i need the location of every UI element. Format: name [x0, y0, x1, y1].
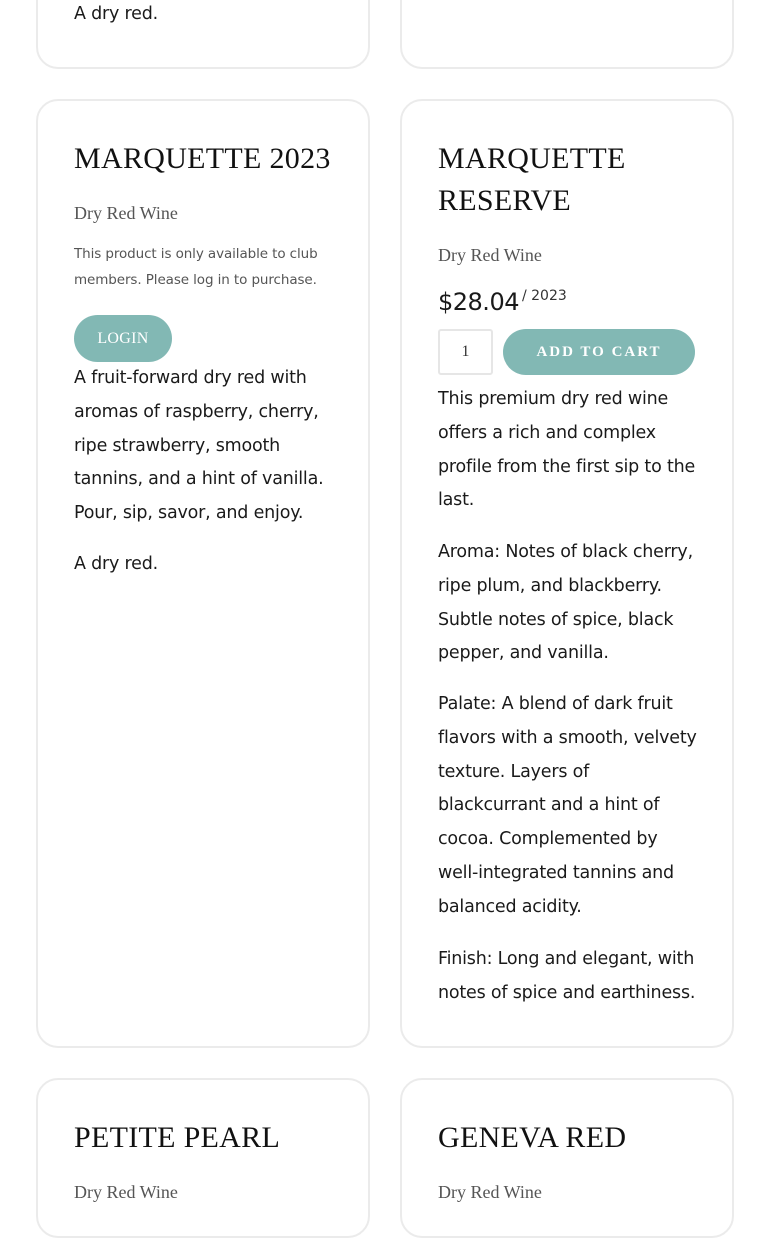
product-description-intro: This premium dry red wine offers a rich and complex profile from the first sip to the last.: [438, 389, 696, 511]
product-description: A fruit-forward dry red with aromas of raspberry, cherry, ripe strawberry, smooth tannins, and a hint of vanilla. Pour, sip, savor, and enjoy.: [74, 368, 324, 524]
club-only-note: This product is only available to club members. Please log in to purchase.: [74, 246, 318, 288]
price-vintage: / 2023: [521, 288, 567, 304]
product-card-top-right: [400, 0, 734, 69]
product-subtitle: Dry Red Wine: [438, 1182, 542, 1202]
quantity-input[interactable]: 1: [438, 329, 493, 375]
product-card-marquette-reserve: [400, 99, 734, 1048]
product-title-line: RESERVE: [438, 184, 572, 217]
product-title: MARQUETTE 2023: [74, 142, 331, 175]
product-subtitle: Dry Red Wine: [74, 1182, 178, 1202]
product-subtitle: Dry Red Wine: [438, 245, 542, 265]
login-button[interactable]: LOGIN: [74, 315, 172, 362]
product-card-petite-pearl: [36, 1078, 370, 1238]
product-tagline: A dry red.: [74, 554, 159, 574]
product-title-line: MARQUETTE: [438, 142, 626, 175]
product-description-aroma: Aroma: Notes of black cherry, ripe plum, and blackberry. Subtle notes of spice, black pepper, and vanilla.: [438, 542, 693, 664]
product-card-top-left: [36, 0, 370, 69]
add-to-cart-button[interactable]: ADD TO CART: [503, 329, 695, 375]
product-card-marquette-2023: [36, 99, 370, 1048]
product-subtitle: Dry Red Wine: [74, 203, 178, 223]
product-card-geneva-red: [400, 1078, 734, 1238]
product-title: [438, 138, 698, 222]
product-description-palate: Palate: A blend of dark fruit flavors with a smooth, velvety texture. Layers of blackcurrant and a hint of cocoa. Complemented by well-integrated tannins and balanced acidity.: [438, 694, 697, 917]
product-price: [438, 288, 567, 316]
product-title: PETITE PEARL: [74, 1121, 281, 1154]
price-amount: $28.04: [438, 288, 519, 316]
product-description-finish: Finish: Long and elegant, with notes of spice and earthiness.: [438, 949, 696, 1003]
product-title: GENEVA RED: [438, 1121, 627, 1154]
product-tagline: A dry red.: [74, 4, 159, 24]
